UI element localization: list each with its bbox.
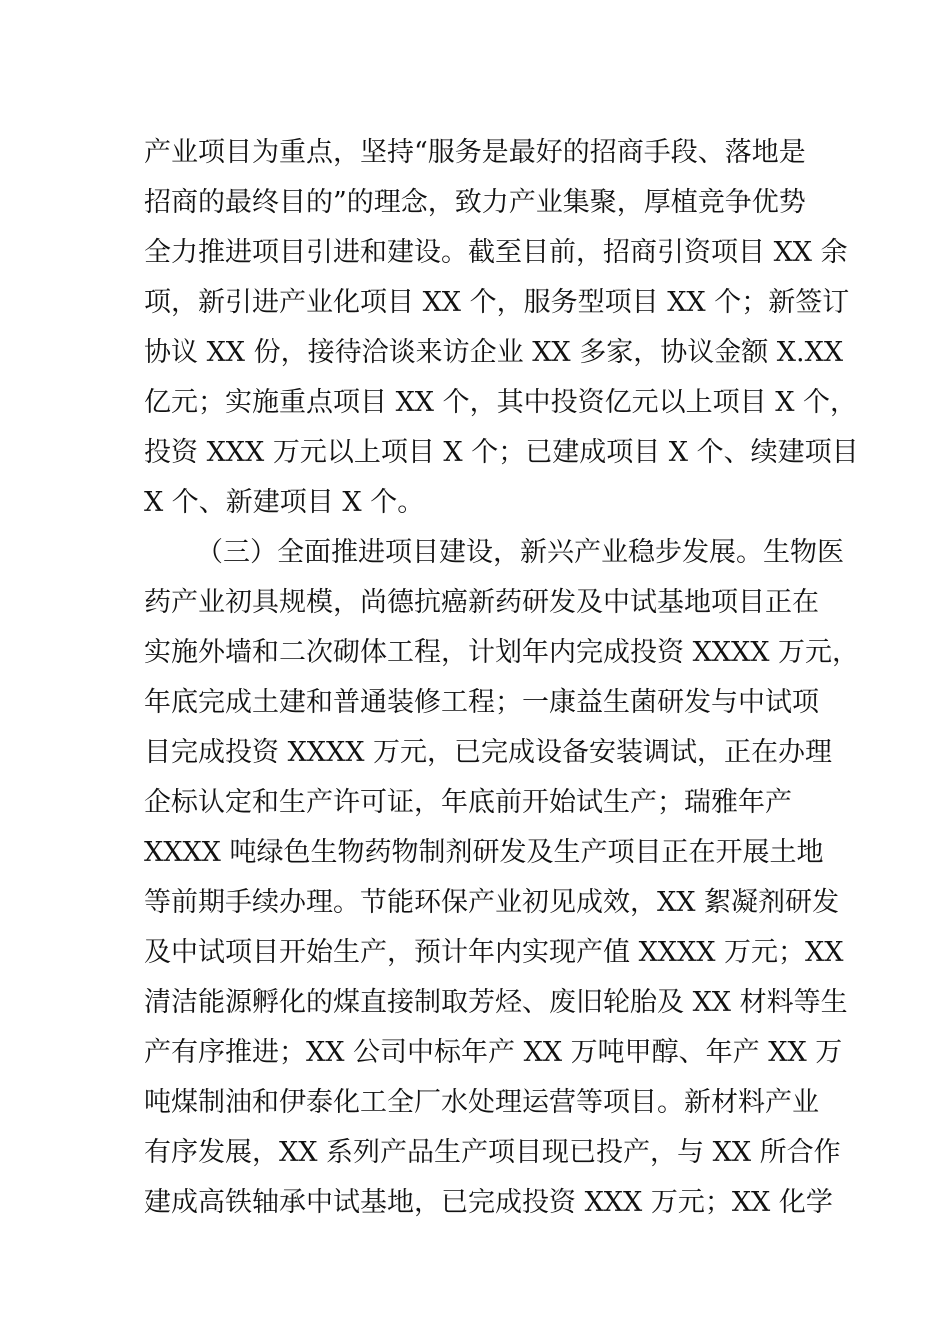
text-line: 及中试项目开始生产，预计年内实现产值 XXXX 万元；XX bbox=[144, 937, 844, 968]
text-line: 年底完成土建和普通装修工程；一康益生菌研发与中试项 bbox=[144, 687, 819, 718]
text-line: 企标认定和生产许可证，年底前开始试生产；瑞雅年产 bbox=[144, 787, 792, 818]
body-text bbox=[144, 128, 860, 1228]
text-line: XXXX 吨绿色生物药物制剂研发及生产项目正在开展土地 bbox=[144, 837, 824, 868]
text-line: 药产业初具规模，尚德抗癌新药研发及中试基地项目正在 bbox=[144, 587, 819, 618]
text-line: X 个、新建项目 X 个。 bbox=[144, 487, 425, 518]
text-line: 目完成投资 XXXX 万元，已完成设备安装调试，正在办理 bbox=[144, 737, 833, 768]
text-line: 清洁能源孵化的煤直接制取芳烃、废旧轮胎及 XX 材料等生 bbox=[144, 987, 848, 1018]
text-line: 建成高铁轴承中试基地，已完成投资 XXX 万元；XX 化学 bbox=[144, 1187, 833, 1218]
section-heading-line: （三）全面推进项目建设，新兴产业稳步发展。生物医 bbox=[196, 537, 844, 568]
text-line: 投资 XXX 万元以上项目 X 个；已建成项目 X 个、续建项目 bbox=[144, 437, 859, 468]
text-line: 招商的最终目的”的理念，致力产业集聚，厚植竞争优势 bbox=[144, 187, 806, 218]
text-line: 吨煤制油和伊泰化工全厂水处理运营等项目。新材料产业 bbox=[144, 1087, 819, 1118]
text-line: 产有序推进；XX 公司中标年产 XX 万吨甲醇、年产 XX 万 bbox=[144, 1037, 843, 1068]
text-line: 项，新引进产业化项目 XX 个，服务型项目 XX 个；新签订 bbox=[144, 287, 850, 318]
text-line: 实施外墙和二次砌体工程，计划年内完成投资 XXXX 万元， bbox=[144, 637, 860, 668]
text-line: 等前期手续办理。节能环保产业初见成效，XX 絮凝剂研发 bbox=[144, 887, 840, 918]
text-line: 产业项目为重点，坚持“服务是最好的招商手段、落地是 bbox=[144, 137, 806, 168]
text-line: 全力推进项目引进和建设。截至目前，招商引资项目 XX 余 bbox=[144, 237, 848, 268]
text-line: 亿元；实施重点项目 XX 个，其中投资亿元以上项目 X 个， bbox=[144, 387, 857, 418]
text-line: 有序发展，XX 系列产品生产项目现已投产，与 XX 所合作 bbox=[144, 1137, 841, 1168]
text-line: 协议 XX 份，接待洽谈来访企业 XX 多家，协议金额 X.XX bbox=[144, 337, 844, 368]
